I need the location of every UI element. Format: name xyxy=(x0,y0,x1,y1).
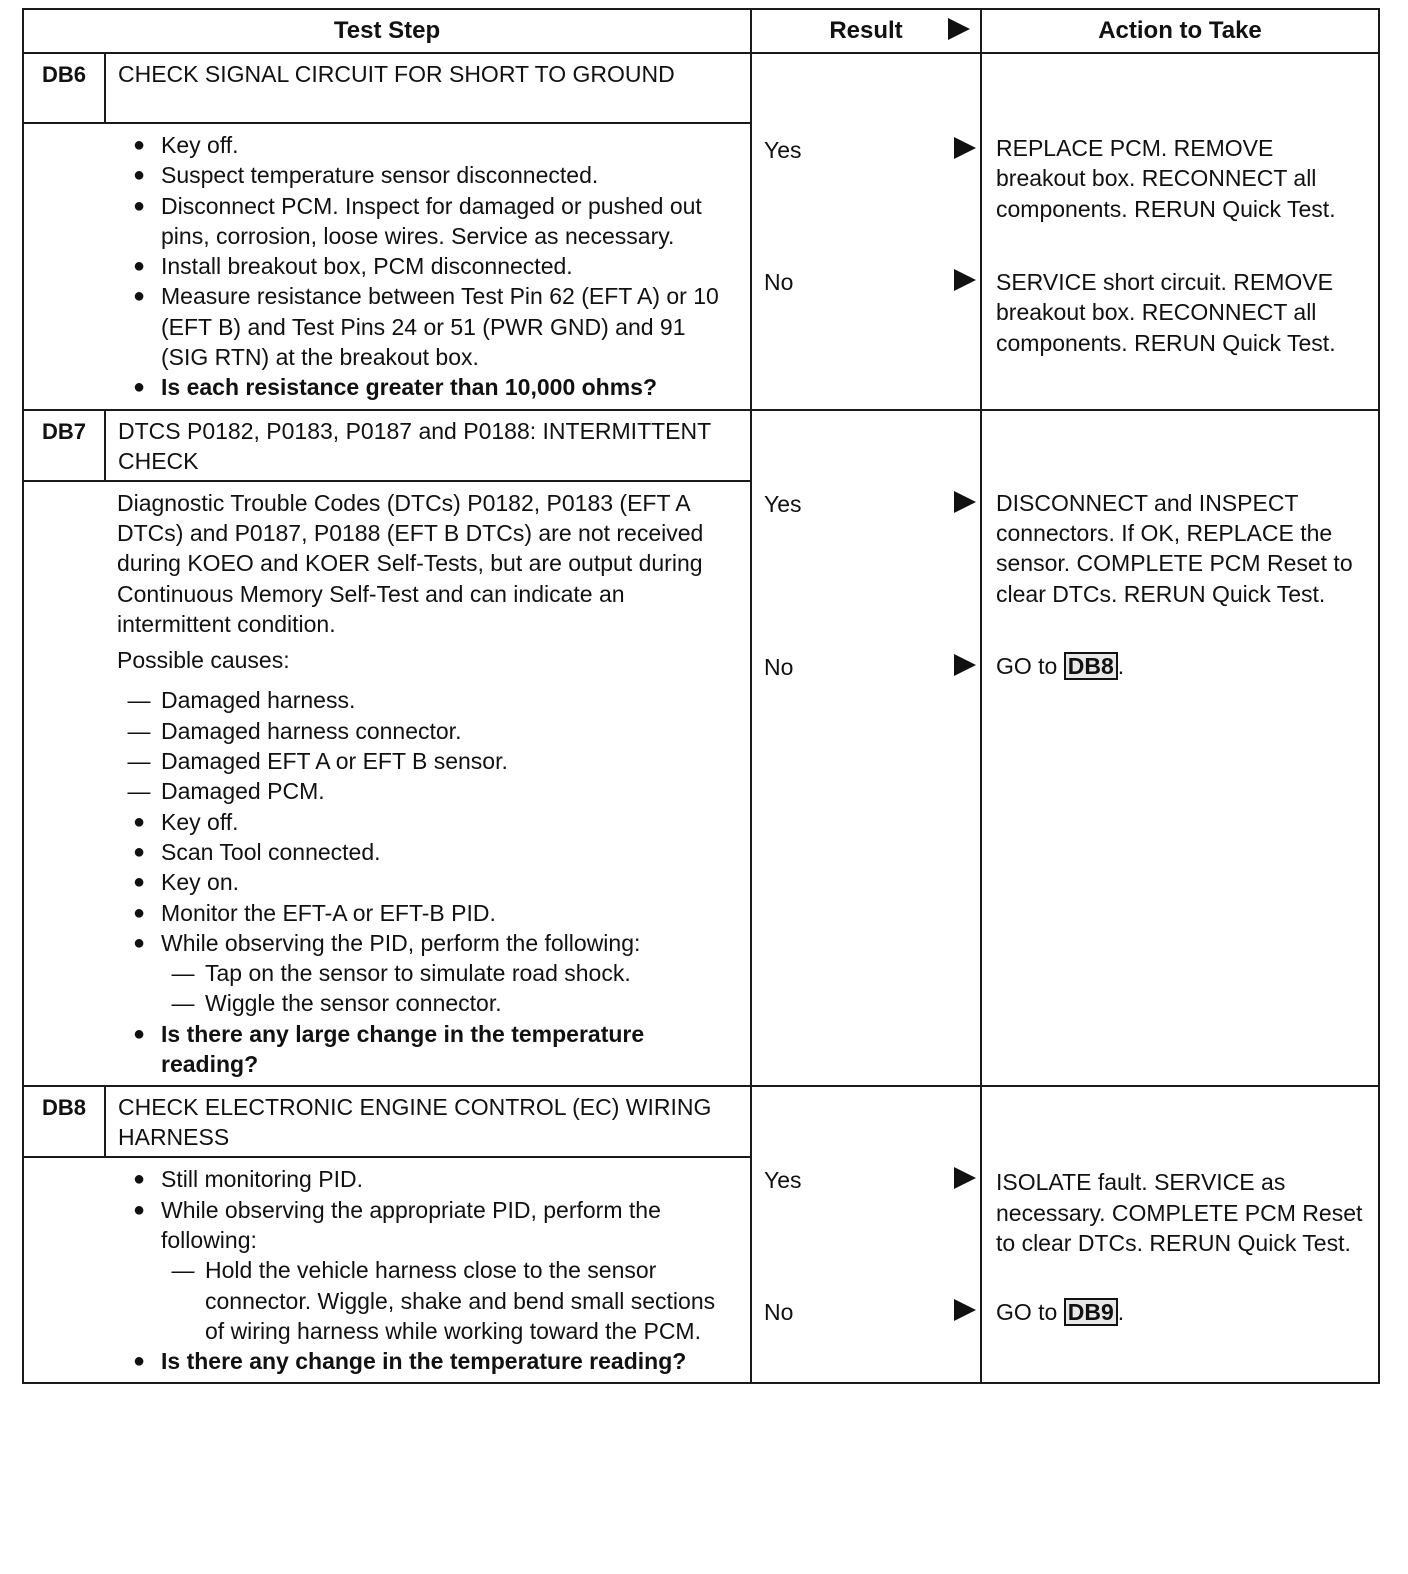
list-item: — Damaged PCM. xyxy=(117,776,730,806)
bullet-icon: ● xyxy=(132,285,146,308)
list-item: ● Install breakout box, PCM disconnected. xyxy=(117,251,730,281)
list-item: — Hold the vehicle harness close to the sensor connector. Wiggle, shake and bend small sections of wiring harness while working toward the PCM. xyxy=(117,1255,730,1346)
step-code: DB8 xyxy=(23,1086,105,1157)
list-item: — Tap on the sensor to simulate road shock. xyxy=(117,958,730,988)
bullet-icon: ● xyxy=(132,376,146,399)
action-no: GO to DB8 . xyxy=(996,652,1125,679)
step-body xyxy=(105,1157,751,1383)
action-yes: ISOLATE fault. SERVICE as necessary. COMPLETE PCM Reset to clear DTCs. RERUN Quick Test. xyxy=(996,1169,1363,1256)
bullet-icon: ● xyxy=(132,871,146,894)
header-action: Action to Take xyxy=(981,9,1379,53)
list-item: ● Still monitoring PID. xyxy=(117,1164,730,1194)
step-body xyxy=(105,481,751,1087)
list-item: ● Monitor the EFT-A or EFT-B PID. xyxy=(117,898,730,928)
list-item: — Damaged harness connector. xyxy=(117,716,730,746)
step-db8-title-row xyxy=(23,1086,1379,1157)
action-cell xyxy=(981,1086,1379,1383)
bullet-icon: ● xyxy=(132,1022,146,1045)
list-item: ● While observing the appropriate PID, perform the following: xyxy=(117,1195,730,1256)
step-db7-title-row xyxy=(23,410,1379,481)
action-no: GO to DB9 . xyxy=(996,1299,1125,1326)
bullet-icon: ● xyxy=(132,164,146,187)
result-label: Yes xyxy=(764,137,802,163)
diagnostic-page xyxy=(22,8,1378,1384)
test-question: ● Is there any change in the temperature reading? xyxy=(117,1346,730,1376)
step-title: DTCS P0182, P0183, P0187 and P0188: INTERMITTENT CHECK xyxy=(105,410,751,481)
dash-icon: — xyxy=(127,778,151,805)
arrow-icon xyxy=(954,654,976,676)
bullet-icon: ● xyxy=(132,931,146,954)
bullet-icon: ● xyxy=(132,1198,146,1221)
bullet-icon: ● xyxy=(132,1168,146,1191)
code-spacer xyxy=(23,481,105,1087)
result-label: Yes xyxy=(764,490,802,517)
action-no: SERVICE short circuit. REMOVE breakout box. RECONNECT all components. RERUN Quick Test. xyxy=(996,269,1336,356)
bullet-icon: ● xyxy=(132,901,146,924)
test-question: ● Is each resistance greater than 10,000 ohms? xyxy=(117,372,730,402)
header-test-step: Test Step xyxy=(23,9,751,53)
code-spacer xyxy=(23,1157,105,1383)
list-item: — Wiggle the sensor connector. xyxy=(117,988,730,1018)
action-cell xyxy=(981,410,1379,1087)
arrow-icon xyxy=(954,137,976,159)
bullet-icon: ● xyxy=(132,134,146,156)
test-question: ● Is there any large change in the temperature reading? xyxy=(117,1019,730,1080)
action-cell xyxy=(981,53,1379,410)
result-cell xyxy=(751,53,981,410)
list-item: ● Disconnect PCM. Inspect for damaged or pushed out pins, corrosion, loose wires. Service as necessary. xyxy=(117,191,730,252)
dash-icon: — xyxy=(171,990,195,1017)
result-no xyxy=(764,654,980,681)
step-intro: Diagnostic Trouble Codes (DTCs) P0182, P0183 (EFT A DTCs) and P0187, P0188 (EFT B DTCs) are not received during KOEO and KOER Self-Tests, but are output during Continuous Memory Self-Test and can indicate an intermittent condition. xyxy=(117,489,704,637)
list-item: ● While observing the PID, perform the following: xyxy=(117,928,730,958)
bullet-icon: ● xyxy=(132,1350,146,1373)
arrow-icon xyxy=(954,491,976,513)
bullet-icon: ● xyxy=(132,810,146,833)
result-label: No xyxy=(764,653,794,680)
list-item: ● Key off. xyxy=(117,130,730,160)
list-item: — Damaged EFT A or EFT B sensor. xyxy=(117,746,730,776)
list-item: — Damaged harness. xyxy=(117,685,730,715)
step-db6-title-row xyxy=(23,53,1379,123)
result-yes xyxy=(764,1167,980,1194)
code-spacer xyxy=(23,123,105,410)
list-item: ● Key on. xyxy=(117,867,730,897)
step-title: CHECK ELECTRONIC ENGINE CONTROL (EC) WIRING HARNESS xyxy=(105,1086,751,1157)
dash-icon: — xyxy=(127,748,151,775)
dash-icon: — xyxy=(171,1257,195,1284)
header-result-label: Result xyxy=(829,17,903,44)
header-result xyxy=(751,9,981,53)
header-row xyxy=(23,9,1379,53)
result-no xyxy=(764,269,980,296)
step-code: DB6 xyxy=(23,53,105,123)
arrow-icon xyxy=(954,269,976,291)
bullet-icon: ● xyxy=(132,840,146,863)
list-item: ● Suspect temperature sensor disconnected. xyxy=(117,160,730,190)
result-cell xyxy=(751,410,981,1087)
result-label: No xyxy=(764,269,794,295)
arrow-icon xyxy=(954,1299,976,1321)
action-yes: DISCONNECT and INSPECT connectors. If OK, REPLACE the sensor. COMPLETE PCM Reset to clear DTCs. RERUN Quick Test. xyxy=(996,489,1353,607)
result-yes xyxy=(764,137,980,164)
step-body xyxy=(105,123,751,410)
result-yes xyxy=(764,491,980,518)
result-no xyxy=(764,1299,980,1326)
bullet-icon: ● xyxy=(132,194,146,217)
bullet-icon: ● xyxy=(132,255,146,278)
result-label: No xyxy=(764,1299,794,1326)
dash-icon: — xyxy=(171,960,195,987)
step-title: CHECK SIGNAL CIRCUIT FOR SHORT TO GROUND xyxy=(105,53,751,123)
list-item: ● Scan Tool connected. xyxy=(117,837,730,867)
dash-icon: — xyxy=(127,687,151,714)
causes-label: Possible causes: xyxy=(117,647,290,674)
pinpoint-test-table xyxy=(22,8,1380,1384)
arrow-icon xyxy=(954,1167,976,1189)
dash-icon: — xyxy=(127,717,151,744)
arrow-icon xyxy=(948,18,970,40)
step-reference-link[interactable]: DB8 xyxy=(1064,652,1118,680)
step-reference-link[interactable]: DB9 xyxy=(1064,1298,1118,1326)
list-item: ● Measure resistance between Test Pin 62 (EFT A) or 10 (EFT B) and Test Pins 24 or 51 (PWR GND) and 91 (SIG RTN) at the breakout box. xyxy=(117,281,730,372)
step-code: DB7 xyxy=(23,410,105,481)
result-cell xyxy=(751,1086,981,1383)
list-item: ● Key off. xyxy=(117,807,730,837)
action-yes: REPLACE PCM. REMOVE breakout box. RECONNECT all components. RERUN Quick Test. xyxy=(996,135,1336,222)
result-label: Yes xyxy=(764,1167,802,1194)
